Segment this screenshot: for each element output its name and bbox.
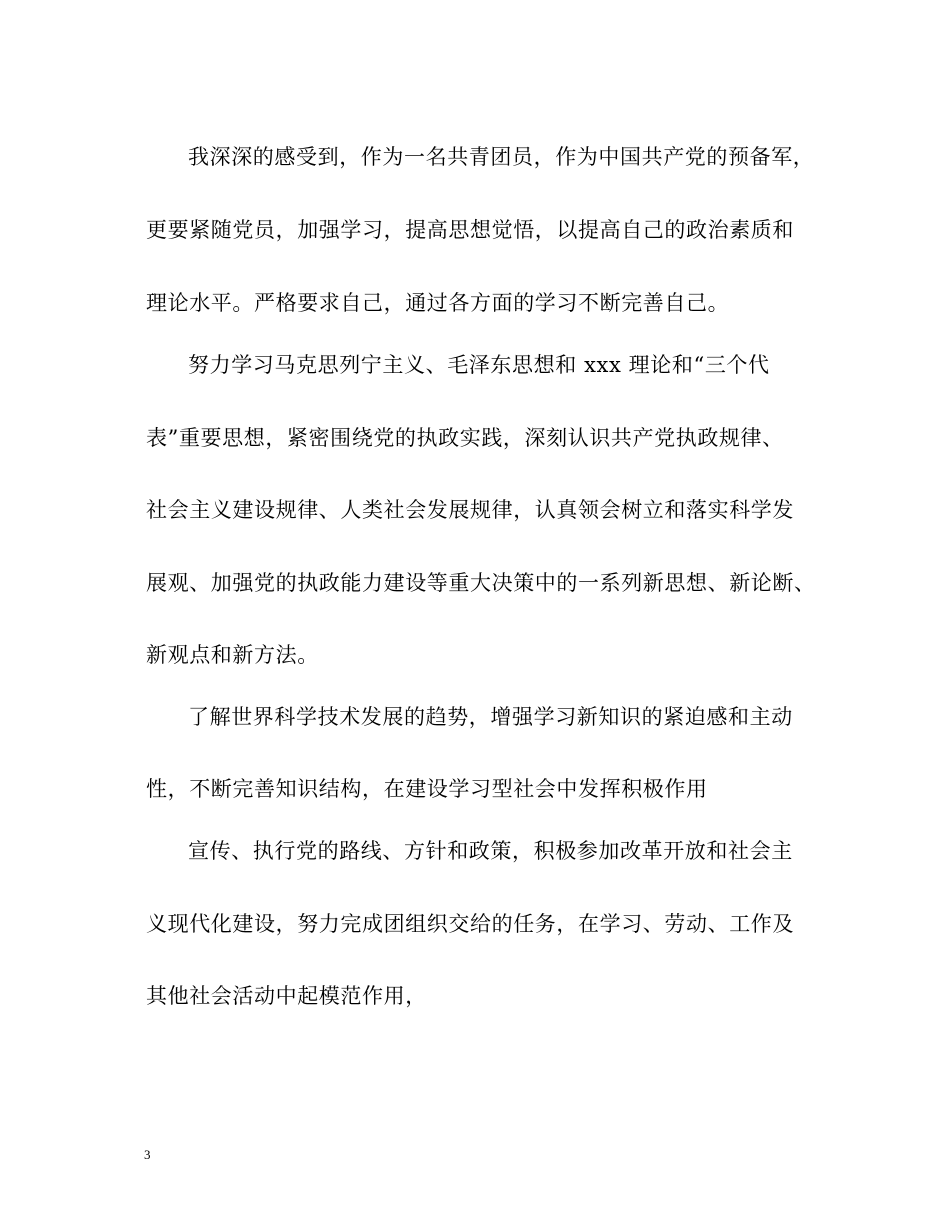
paragraph-2-line-1: 努力学习马克思列宁主义、毛泽东思想和 xxx 理论和“三个代 [188,353,770,377]
paragraph-4-line-1: 宣传、执行党的路线、方针和政策，积极参加改革开放和社会主 [188,839,793,863]
paragraph-2-line-4: 展观、加强党的执政能力建设等重大决策中的一系列新思想、新论断、 [146,571,816,595]
paragraph-4-line-2: 义现代化建设，努力完成团组织交给的任务，在学习、劳动、工作及 [146,912,794,936]
paragraph-1-line-2: 更要紧随党员，加强学习，提高思想觉悟，以提高自己的政治素质和 [146,218,794,242]
paragraph-3-line-1: 了解世界科学技术发展的趋势，增强学习新知识的紧迫感和主动 [188,705,793,729]
paragraph-2-line-2: 表”重要思想，紧密围绕党的执政实践，深刻认识共产党执政规律、 [146,426,784,450]
page-number: 3 [144,1147,151,1162]
paragraph-4-line-3: 其他社会活动中起模范作用， [146,984,427,1008]
paragraph-2-line-5: 新观点和新方法。 [146,643,319,667]
paragraph-1-line-1: 我深深的感受到，作为一名共青团员，作为中国共产党的预备军， [188,145,815,169]
paragraph-2-line-3: 社会主义建设规律、人类社会发展规律，认真领会树立和落实科学发 [146,498,794,522]
paragraph-1-line-3: 理论水平。严格要求自己，通过各方面的学习不断完善自己。 [146,291,730,315]
paragraph-3-line-2: 性，不断完善知识结构，在建设学习型社会中发挥积极作用 [146,777,708,801]
